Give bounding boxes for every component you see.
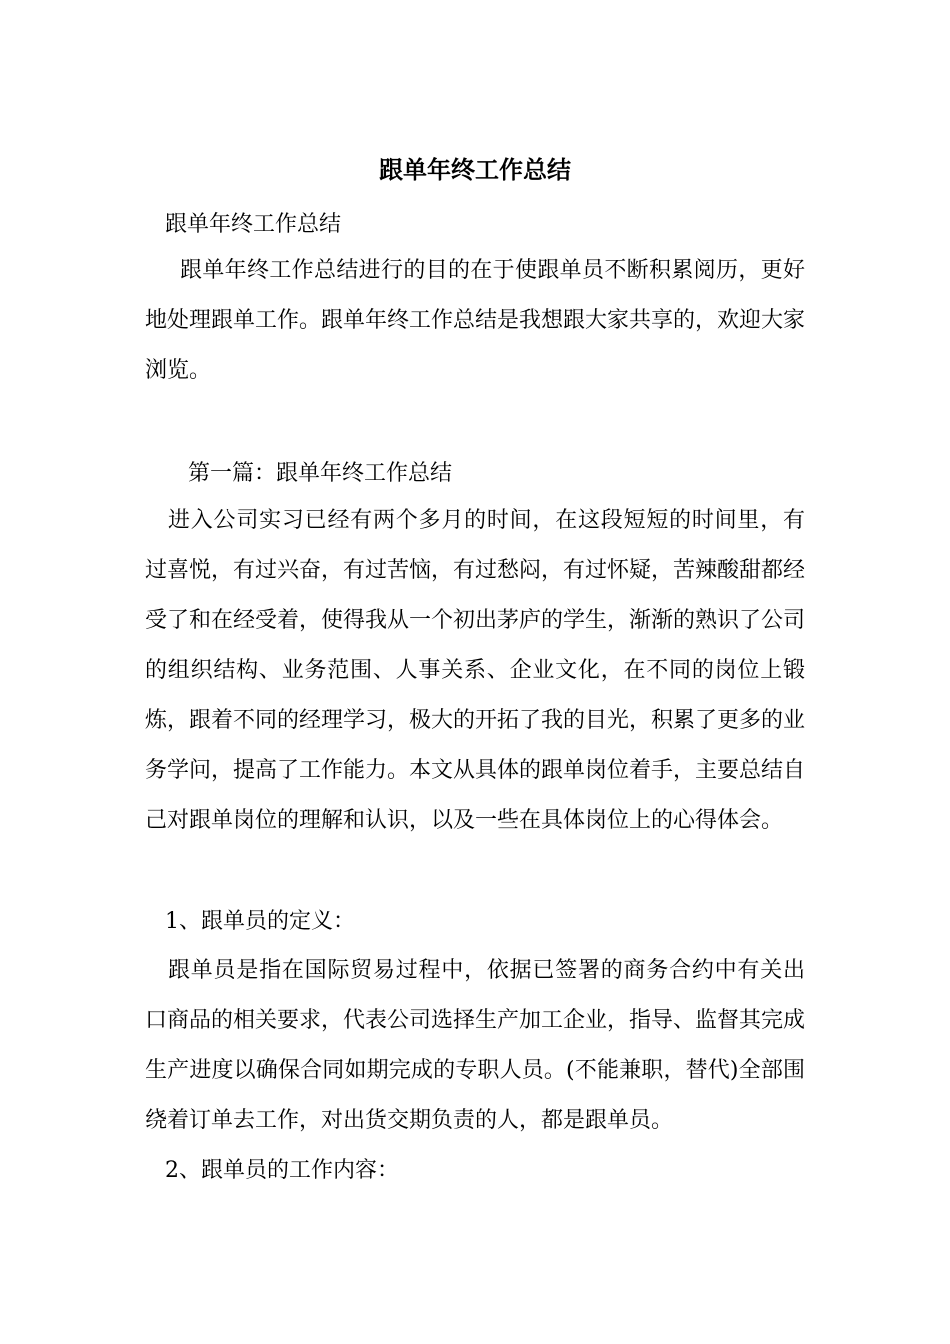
body-paragraph: 进入公司实习已经有两个多月的时间，在这段短短的时间里，有过喜悦，有过兴奋，有过苦恼，有过愁闷，有过怀疑，苦辣酸甜都经受了和在经受着，使得我从一个初出茅庐的学生，渐渐的熟识了公司的组织结构、业务范围、人事关系、企业文化，在不同的岗位上锻炼，跟着不同的经理学习，极大的开拓了我的目光，积累了更多的业务学问，提高了工作能力。本文从具体的跟单岗位着手，主要总结自己对跟单岗位的理解和认识，以及一些在具体岗位上的心得体会。 xyxy=(145,508,806,833)
section2-heading: 2、跟单员的工作内容： xyxy=(165,1158,399,1183)
document-title: 跟单年终工作总结 xyxy=(379,155,571,184)
section1-heading: 1、跟单员的定义： xyxy=(165,909,355,934)
section1-paragraph: 跟单员是指在国际贸易过程中，依据已签署的商务合约中有关出口商品的相关要求，代表公司选择生产加工企业，指导、监督其完成生产进度以确保合同如期完成的专职人员。(不能兼职，替代)全部围绕着订单去工作，对出货交期负责的人，都是跟单员。 xyxy=(145,958,806,1133)
document-subtitle: 跟单年终工作总结 xyxy=(165,212,342,237)
part-heading: 第一篇：跟单年终工作总结 xyxy=(188,461,453,486)
intro-paragraph: 跟单年终工作总结进行的目的在于使跟单员不断积累阅历，更好地处理跟单工作。跟单年终工作总结是我想跟大家共享的，欢迎大家浏览。 xyxy=(145,258,806,383)
